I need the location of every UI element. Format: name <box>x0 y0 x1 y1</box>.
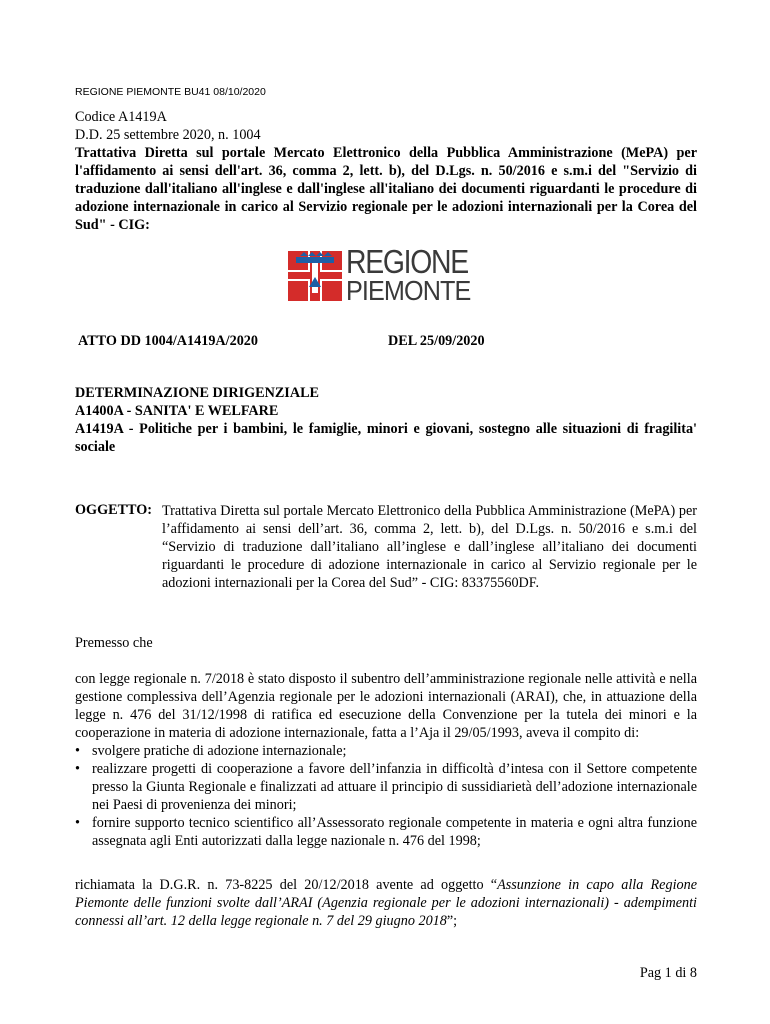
bullet-list <box>75 742 697 850</box>
paragraph-2: richiamata la D.G.R. n. 73-8225 del 20/12/2018 avente ad oggetto “Assunzione in capo alla Regione Piemonte delle funzioni svolte dall’ARAI (Agenzia regionale per le adozioni internazionali) - adempimenti connessi all’art. 12 della legge regionale n. 7 del 29 giugno 2018”; <box>75 877 697 929</box>
intro-block <box>75 108 697 234</box>
intro-title: Trattativa Diretta sul portale Mercato Elettronico della Pubblica Amministrazione (MePA) per l'affidamento ai sensi dell'art. 36, comma 2, lett. b), del D.Lgs. n. 50/2016 e s.m.i del "Servizio di traduzione dall'italiano all'inglese e dall'inglese all'italiano dei documenti riguardanti le procedure di adozione internazionale in carico al Servizio regionale per le adozioni internazionali per la Corea del Sud" - CIG: <box>75 145 697 233</box>
atto-date: DEL 25/09/2020 <box>388 333 485 349</box>
regione-piemonte-logo <box>286 243 486 306</box>
oggetto-text: Trattativa Diretta sul portale Mercato Elettronico della Pubblica Amministrazione (MePA) per l’affidamento ai sensi dell’art. 36, comma 2, lett. b), del D.Lgs. n. 50/2016 e s.m.i del “Servizio di traduzione dall’italiano all’inglese e dall’inglese all’italiano dei documenti riguardanti le procedure di adozione internazionale in carico al Servizio regionale per le adozioni internazionali per la Corea del Sud” - CIG: 83375560DF. <box>162 503 697 591</box>
department-line: A1400A - SANITA' E WELFARE <box>75 403 279 419</box>
logo-text-regione: REGIONE <box>346 243 468 280</box>
dgr-subject: Assunzione in capo alla Regione Piemonte delle funzioni svolte dall’ARAI (Agenzia regionale per le adozioni internazionali) - adempimenti connessi all’art. 12 della legge regionale n. 7 del 29 giugno 2018 <box>75 877 697 929</box>
logo-text-piemonte: PIEMONTE <box>346 275 471 306</box>
bullet-icon: • <box>75 815 80 831</box>
bullet-icon: • <box>75 761 80 777</box>
page-number: Pag 1 di 8 <box>639 965 697 981</box>
list-item: • svolgere pratiche di adozione internazionale; <box>75 743 347 759</box>
premesso-line: Premesso che <box>75 635 153 651</box>
paragraph-1: con legge regionale n. 7/2018 è stato disposto il subentro dell’amministrazione regionale nelle attività e nella gestione complessiva dell’Agenzia regionale per le adozioni internazionali (ARAI), che, in attuazione della legge n. 476 del 31/12/1998 di ratifica ed esecuzione della Convenzione per la tutela dei minori e la cooperazione in materia di adozione internazionale, fatta a l’Aja il 29/05/1993, aveva il compito di: <box>75 671 697 741</box>
oggetto-label: OGGETTO: <box>75 502 152 518</box>
atto-number: ATTO DD 1004/A1419A/2020 <box>78 333 258 349</box>
determination-heading: DETERMINAZIONE DIRIGENZIALE <box>75 385 319 401</box>
determination-block <box>75 384 697 456</box>
bullet-icon: • <box>75 743 80 759</box>
sector-line: A1419A - Politiche per i bambini, le famiglie, minori e giovani, sostegno alle situazioni di fragilita' sociale <box>75 421 697 455</box>
dd-line: D.D. 25 settembre 2020, n. 1004 <box>75 127 261 143</box>
bulletin-header: REGIONE PIEMONTE BU41 08/10/2020 <box>75 86 266 98</box>
list-item: • realizzare progetti di cooperazione a favore dell’infanzia in difficoltà d’intesa con il Settore competente presso la Giunta Regionale e finalizzati ad attuare il principio di sussidiarietà dell’adozione internazionale nei Paesi di provenienza dei minori; <box>75 761 697 813</box>
code-line: Codice A1419A <box>75 109 167 125</box>
body-section <box>75 670 697 850</box>
list-item: • fornire supporto tecnico scientifico all’Assessorato regionale competente in materia e ogni altra funzione assegnata agli Enti autorizzati dalla legge nazionale n. 476 del 1998; <box>75 815 697 849</box>
